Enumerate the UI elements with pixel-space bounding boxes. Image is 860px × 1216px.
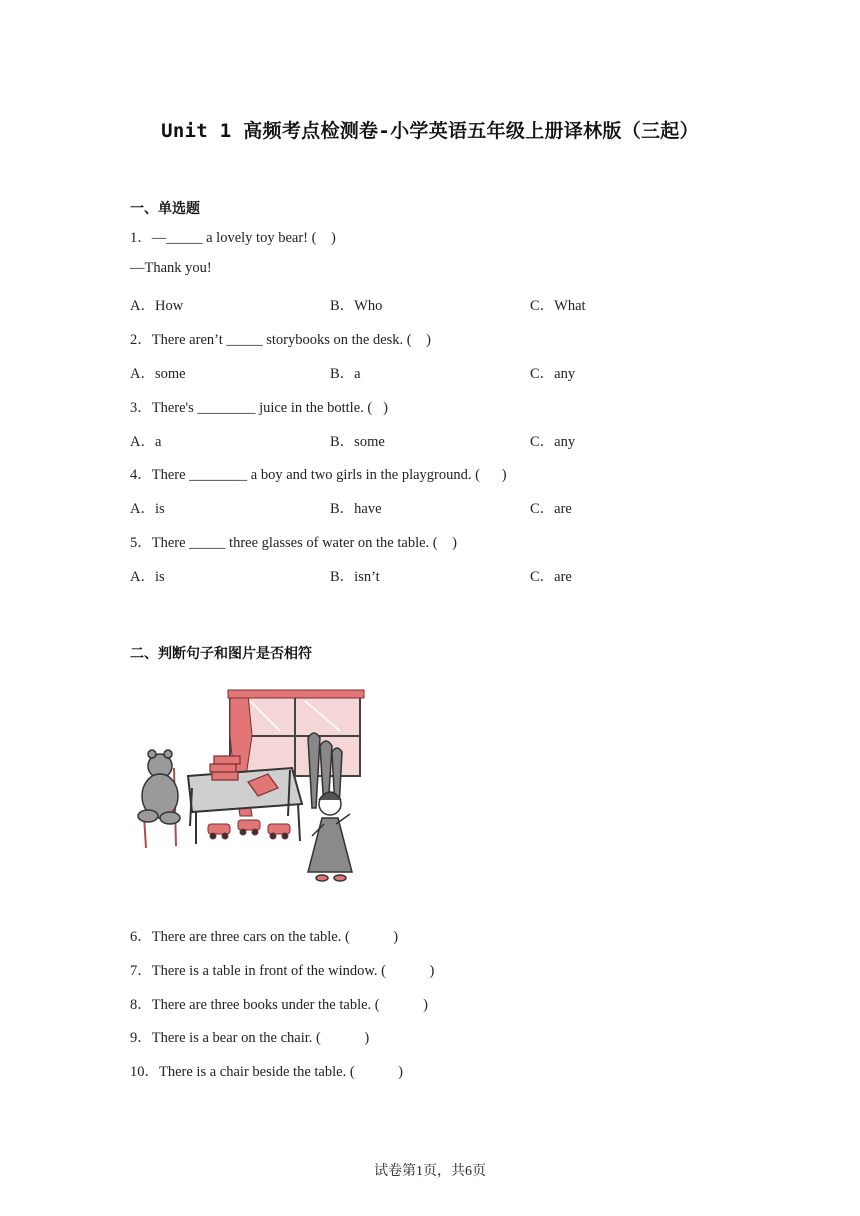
question-1-option-a: A．How — [130, 298, 184, 314]
question-1-option-b: B．Who — [330, 298, 383, 314]
question-2-option-a: A．some — [130, 366, 186, 382]
question-1-stem: 1．—_____ a lovely toy bear! ( ) — [130, 230, 336, 246]
question-2-option-b: B．a — [330, 366, 361, 382]
section-heading-true-false: 二、判断句子和图片是否相符 — [130, 646, 312, 662]
section-heading-multiple-choice: 一、单选题 — [130, 201, 200, 217]
question-4-option-c: C．are — [530, 501, 572, 517]
teddy-bear — [138, 750, 180, 824]
question-5-stem: 5．There _____ three glasses of water on the table. ( ) — [130, 535, 457, 551]
statement-9: 9．There is a bear on the chair. ( ) — [130, 1030, 370, 1046]
statement-8: 8．There are three books under the table. ( ) — [130, 997, 428, 1013]
question-4-option-a: A．is — [130, 501, 165, 517]
classroom-illustration — [130, 676, 380, 898]
statement-6: 6．There are three cars on the table. ( ) — [130, 929, 399, 945]
question-5-option-a: A．is — [130, 569, 165, 585]
question-2-stem: 2．There aren’t _____ storybooks on the desk. ( ) — [130, 332, 431, 348]
statement-10: 10．There is a chair beside the table. ( ) — [130, 1064, 403, 1080]
question-1-reply: —Thank you! — [130, 260, 212, 276]
question-3-option-a: A．a — [130, 434, 162, 450]
question-5-option-b: B．isn’t — [330, 569, 380, 585]
question-4-stem: 4．There ________ a boy and two girls in the playground. ( ) — [130, 467, 507, 483]
page-footer: 试卷第1页，共6页 — [374, 1164, 486, 1179]
toy-cars — [208, 820, 290, 839]
question-5-option-c: C．are — [530, 569, 572, 585]
question-2-option-c: C．any — [530, 366, 576, 382]
question-1-option-c: C．What — [530, 298, 586, 314]
question-3-stem: 3．There's ________ juice in the bottle. ( ) — [130, 400, 388, 416]
statement-7: 7．There is a table in front of the window. ( ) — [130, 963, 435, 979]
question-3-option-b: B．some — [330, 434, 385, 450]
question-3-option-c: C．any — [530, 434, 576, 450]
question-4-option-b: B．have — [330, 501, 382, 517]
page-title: Unit 1 高频考点检测卷-小学英语五年级上册译林版（三起） — [161, 120, 699, 142]
